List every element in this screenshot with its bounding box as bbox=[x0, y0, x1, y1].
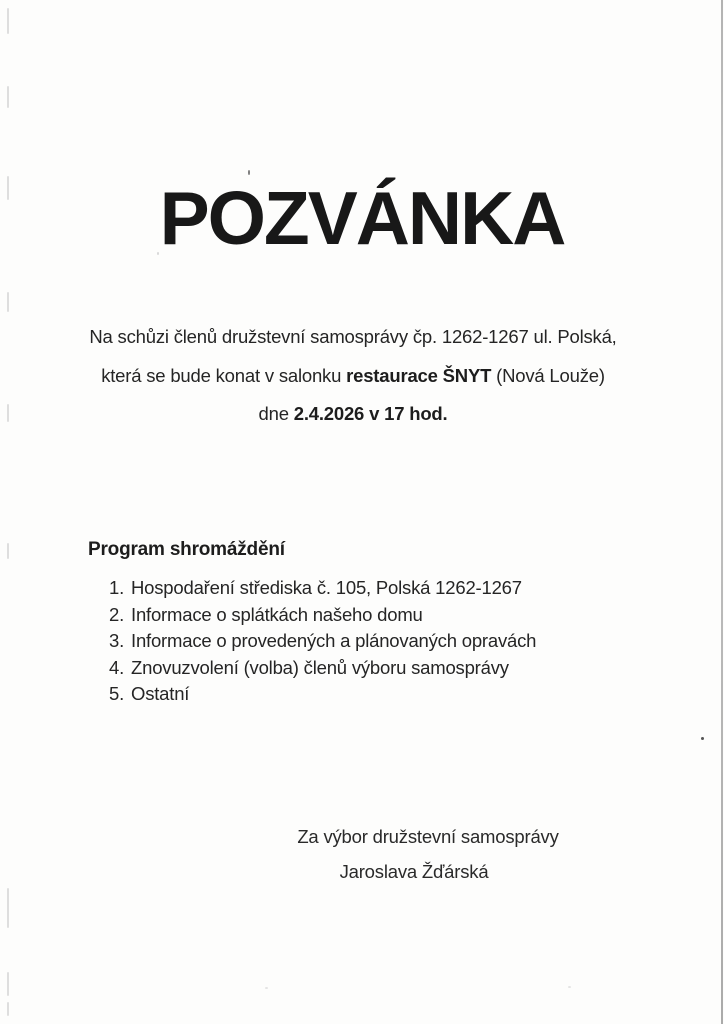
agenda-item-text: Ostatní bbox=[131, 683, 190, 704]
agenda-item-text: Informace o provedených a plánovaných opravách bbox=[131, 630, 537, 651]
scan-edge-dash bbox=[7, 86, 9, 108]
scan-speck bbox=[265, 987, 268, 989]
agenda-item bbox=[109, 602, 536, 629]
invitation-title: POZVÁNKA bbox=[159, 176, 565, 260]
agenda-item bbox=[109, 575, 536, 602]
scan-edge-dash bbox=[7, 8, 9, 34]
scan-edge-dash bbox=[7, 292, 9, 312]
agenda-item-text: Informace o splátkách našeho domu bbox=[131, 603, 423, 625]
venue-name: restaurace ŠNYT bbox=[346, 364, 492, 386]
agenda-item-text: Znovuzvolení (volba) členů výboru samosprávy bbox=[131, 656, 509, 678]
intro-line-1: Na schůzi členů družstevní samosprávy čp. 1262-1267 ul. Polská, bbox=[89, 326, 617, 347]
agenda-item bbox=[109, 655, 536, 682]
scan-edge-dash bbox=[7, 1002, 9, 1016]
scan-edge-line-right bbox=[721, 0, 723, 1024]
agenda-item bbox=[109, 628, 536, 655]
signature-name: Jaroslava Žďárská bbox=[339, 860, 489, 882]
signature-role: Za výbor družstevní samosprávy bbox=[297, 826, 559, 847]
program-heading: Program shromáždění bbox=[88, 539, 285, 560]
agenda-item-number: 3. bbox=[109, 630, 125, 651]
scan-speck bbox=[248, 170, 250, 175]
agenda-item bbox=[109, 681, 536, 708]
agenda-item-number: 5. bbox=[109, 683, 125, 704]
scan-speck bbox=[701, 737, 704, 740]
intro-line-2: která se bude konat v salonku restaurace ŠNYT (Nová Louže) bbox=[101, 364, 605, 386]
scan-speck bbox=[568, 986, 571, 988]
agenda-item-number: 1. bbox=[109, 577, 125, 598]
agenda-item-number: 2. bbox=[109, 603, 125, 625]
intro-paragraph bbox=[28, 318, 678, 434]
agenda-list bbox=[109, 575, 536, 708]
agenda-item-text: Hospodaření střediska č. 105, Polská 1262-1267 bbox=[131, 577, 522, 598]
scan-edge-dash bbox=[7, 404, 9, 422]
intro-line-3: dne 2.4.2026 v 17 hod. bbox=[258, 403, 448, 424]
scan-edge-dash bbox=[7, 888, 9, 928]
meeting-datetime: 2.4.2026 v 17 hod. bbox=[293, 403, 448, 424]
signature-block bbox=[238, 820, 618, 889]
scan-edge-dash bbox=[7, 972, 9, 996]
scan-edge-dash bbox=[7, 543, 9, 559]
agenda-item-number: 4. bbox=[109, 656, 125, 678]
